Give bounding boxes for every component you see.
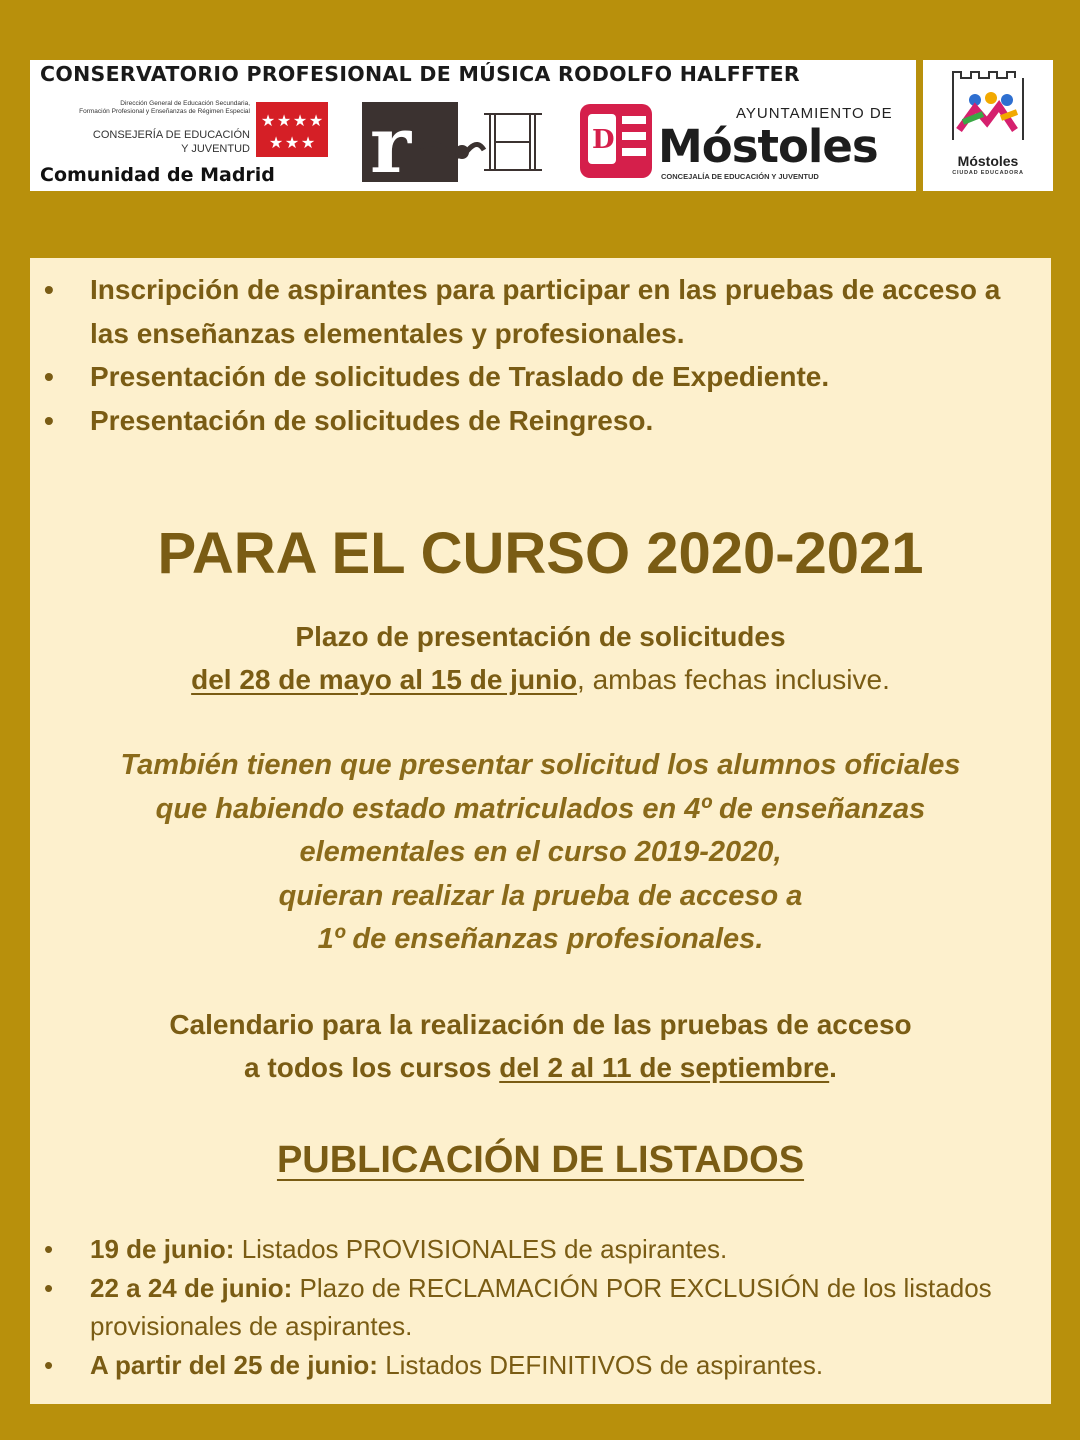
publicacion-text: Listados DEFINITIVOS de aspirantes. (377, 1349, 824, 1380)
curso-heading: PARA EL CURSO 2020-2021 (157, 521, 924, 586)
svg-text:★: ★ (276, 111, 292, 130)
intro-bullet-reingreso: • Presentación de solicitudes de Reingreso. (30, 399, 1030, 443)
comunidad-madrid-name: Comunidad de Madrid (40, 164, 275, 186)
publicacion-text: Listados PROVISIONALES de aspirantes. (234, 1234, 728, 1264)
ciudad-educadora-icon (923, 60, 1053, 152)
comunidad-madrid-logo (38, 98, 328, 190)
publicacion-item (30, 1269, 1040, 1346)
tambien-line-3: elementales en el curso 2019-2020, (299, 836, 782, 868)
publicacion-text: Plazo de RECLAMACIÓN POR EXCLUSIÓN de los listados provisionales de aspirantes. (90, 1272, 992, 1341)
svg-text:D: D (592, 125, 615, 155)
ciudad-educadora-sub: CIUDAD EDUCADORA (952, 170, 1024, 176)
calendario-block (30, 1003, 1051, 1089)
ciudad-educadora-name: Móstoles (957, 153, 1019, 169)
publicacion-date: A partir del 25 de junio: (90, 1349, 378, 1380)
svg-text:★: ★ (300, 133, 316, 152)
ayuntamiento-label: AYUNTAMIENTO DE (736, 105, 893, 122)
announcement-panel (30, 258, 1051, 1404)
plazo-dates: del 28 de mayo al 15 de junio (191, 664, 578, 695)
svg-text:r: r (370, 100, 412, 184)
svg-text:★: ★ (260, 111, 276, 130)
calendario-prefix: a todos los cursos (244, 1052, 500, 1083)
publicacion-heading-text: PUBLICACIÓN DE LISTADOS (276, 1139, 805, 1181)
plazo-suffix: , ambas fechas inclusive. (577, 664, 890, 695)
logos-header (30, 60, 916, 191)
calendario-dates: del 2 al 11 de septiembre (499, 1052, 830, 1083)
tambien-block (30, 744, 1051, 962)
ciudad-educadora-logo (923, 60, 1053, 191)
conservatorio-title: CONSERVATORIO PROFESIONAL DE MÚSICA RODOLFO HALFFTER (40, 62, 800, 86)
madrid-flag-icon (256, 102, 328, 157)
publicacion-list (30, 1230, 1040, 1384)
plazo-title: Plazo de presentación de solicitudes (295, 621, 786, 652)
svg-text:★: ★ (284, 133, 300, 152)
publicacion-heading (30, 1134, 1051, 1186)
intro-bullet-list (30, 268, 1030, 442)
publicacion-item (30, 1230, 1040, 1269)
concejalia-label: CONCEJALÍA DE EDUCACIÓN Y JUVENTUD (661, 172, 819, 181)
direccion-general-text: Dirección General de Educación Secundaria, Formación Profesional y Enseñanzas de Régimen Especial (79, 100, 250, 115)
calendario-title: Calendario para la realización de las pruebas de acceso (169, 1009, 912, 1040)
tambien-line-1: También tienen que presentar solicitud los alumnos oficiales (120, 749, 961, 781)
publicacion-date: 19 de junio: (90, 1234, 235, 1264)
intro-bullet-inscripcion: • Inscripción de aspirantes para participar en las pruebas de acceso a las enseñanzas elementales y profesionales. (30, 268, 1030, 355)
mostoles-name: Móstoles (658, 120, 878, 173)
svg-text:★: ★ (268, 133, 284, 152)
mostoles-shield-icon (578, 102, 654, 180)
tambien-line-2: que habiendo estado matriculados en 4º de enseñanzas (155, 792, 926, 825)
publicacion-date: 22 a 24 de junio: (90, 1272, 293, 1303)
intro-bullet-traslado: • Presentación de solicitudes de Traslado de Expediente. (30, 355, 1030, 399)
plazo-block (30, 615, 1051, 701)
tambien-line-4: quieran realizar la prueba de acceso a (278, 879, 803, 912)
consejeria-text: CONSEJERÍA DE EDUCACIÓN Y JUVENTUD (92, 129, 250, 155)
publicacion-item (30, 1346, 1040, 1385)
rh-logo-icon (360, 100, 550, 184)
calendario-suffix: . (829, 1052, 837, 1083)
tambien-line-5: 1º de enseñanzas profesionales. (317, 923, 764, 955)
svg-text:★: ★ (308, 111, 324, 130)
svg-text:★: ★ (292, 111, 308, 130)
